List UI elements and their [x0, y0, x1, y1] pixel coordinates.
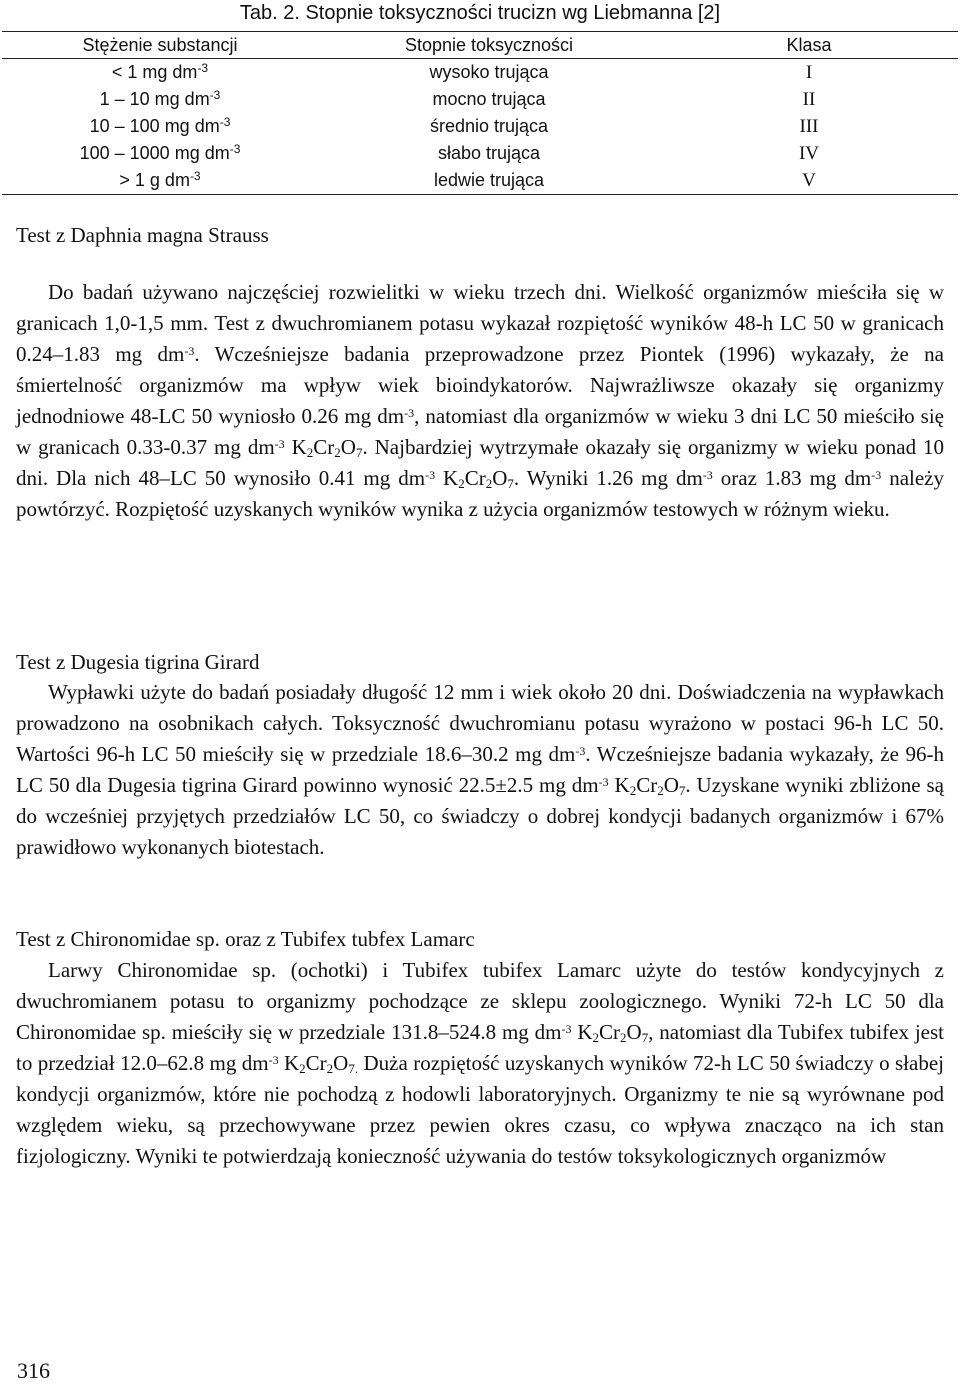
table-row [2, 86, 958, 113]
table-row [2, 59, 958, 87]
paragraph: Wypławki użyte do badań posiadały długość 12 mm i wiek około 20 dni. Doświadczenia na wypławkach prowadzono na osobnikach całych. Toksyczność dwuchromianu potasu wyrażono w postaci 96-h LC 50. Wartości 96-h LC 50 mieściły się w przedziale 18.6–30.2 mg $dm^{-3}$. Wcześniejsze badania wykazały, że 96-h LC 50 dla Dugesia tigrina Girard powinno wynosić 22.5±2.5 mg $dm^{-3}$ $K_2Cr_2O_7$. Uzyskane wyniki zbliżone są do wcześniej przyjętych przedziałów LC 50, co świadczy o dobrej kondycji badanych organizmów i 67% prawidłowo wykonanych biotestach. [16, 680, 945, 859]
class-cell: I [805, 62, 813, 83]
table-row [2, 167, 958, 195]
column-header-class: Klasa [660, 32, 958, 59]
concentration-cell: > 1 g $dm^{-3}$ [119, 169, 201, 190]
class-cell: IV [798, 143, 820, 164]
table-header-row [2, 32, 958, 59]
class-cell: V [802, 170, 816, 191]
toxicity-table [2, 31, 958, 195]
paragraph: Do badań używano najczęściej rozwielitki w wieku trzech dni. Wielkość organizmów mieściła się w granicach 1,0-1,5 mm. Test z dwuchromianem potasu wykazał rozpiętość wyników 48-h LC 50 w granicach 0.24–1.83 mg $dm^{-3}$. Wcześniejsze badania przeprowadzone przez Piontek (1996) wykazały, że na śmiertelność organizmów ma wpływ wiek bioindykatorów. Najwrażliwsze okazały się organizmy jednodniowe 48-LC 50 wyniosło 0.26 mg $dm^{-3}$, natomiast dla organizmów w wieku 3 dni LC 50 mieściło się w granicach 0.33-0.37 mg $dm^{-3}$ $K_2Cr_2O_7$. Najbardziej wytrzymałe okazały się organizmy w wieku ponad 10 dni. Dla nich 48–LC 50 wynosiło 0.41 mg $dm^{-3}$ $K_2Cr_2O_7$. Wyniki 1.26 mg $dm^{-3}$ oraz 1.83 mg $dm^{-3}$ należy powtórzyć. Rozpiętość uzyskanych wyników wynika z użycia organizmów testowych w różnym wieku. [16, 280, 945, 521]
column-header-toxicity: Stopnie toksyczności [318, 32, 660, 59]
page-number: 316 [17, 1358, 50, 1383]
table-row [2, 140, 958, 167]
toxicity-cell: wysoko trująca [429, 62, 549, 82]
section-heading-chironomidae: Test z Chironomidae sp. oraz z Tubifex tubfex Lamarc [16, 927, 475, 951]
concentration-cell: 1 – 10 mg $dm^{-3}$ [99, 88, 221, 109]
table-caption: Tab. 2. Stopnie toksyczności trucizn wg Liebmanna [2] [239, 2, 721, 24]
class-cell: III [799, 116, 819, 137]
concentration-cell: < 1 mg $dm^{-3}$ [111, 61, 209, 82]
section-body-dugesia [16, 677, 944, 863]
toxicity-cell: mocno trująca [432, 89, 546, 109]
table-row [2, 113, 958, 140]
column-header-concentration: Stężenie substancji [2, 32, 318, 59]
toxicity-cell: ledwie trująca [433, 170, 545, 190]
paragraph: Larwy Chironomidae sp. (ochotki) i Tubifex tubifex Lamarc użyte do testów kondycyjnych z dwuchromianem potasu to organizmy pochodzące ze sklepu zoologicznego. Wyniki 72-h LC 50 dla Chironomidae sp. mieściły się w przedziale 131.8–524.8 mg $dm^{-3}$ $K_2Cr_2O_7$, natomiast dla Tubifex tubifex jest to przedział 12.0–62.8 mg $dm^{-3}$ $K_2Cr_2O_{7.}$ Duża rozpiętość uzyskanych wyników 72-h LC 50 świadczy o słabej kondycji organizmów, które nie pochodzą z hodowli laboratoryjnych. Organizmy te nie są wyrównane pod względem wieku, są przechowywane przez pewien okres czasu, co wpływa znacząco na ich stan fizjologiczny. Wyniki te potwierdzają konieczność używania do testów toksykologicznych organizmów [16, 958, 945, 1168]
section-body-daphnia [16, 277, 944, 525]
toxicity-cell: słabo trująca [437, 143, 541, 163]
section-heading-dugesia: Test z Dugesia tigrina Girard [16, 650, 260, 674]
concentration-cell: 10 – 100 mg $dm^{-3}$ [89, 115, 231, 136]
class-cell: II [802, 89, 816, 110]
section-heading-daphnia: Test z Daphnia magna Strauss [16, 223, 269, 247]
concentration-cell: 100 – 1000 mg $dm^{-3}$ [79, 142, 241, 163]
toxicity-cell: średnio trująca [429, 116, 549, 136]
section-body-chironomidae [16, 955, 944, 1172]
